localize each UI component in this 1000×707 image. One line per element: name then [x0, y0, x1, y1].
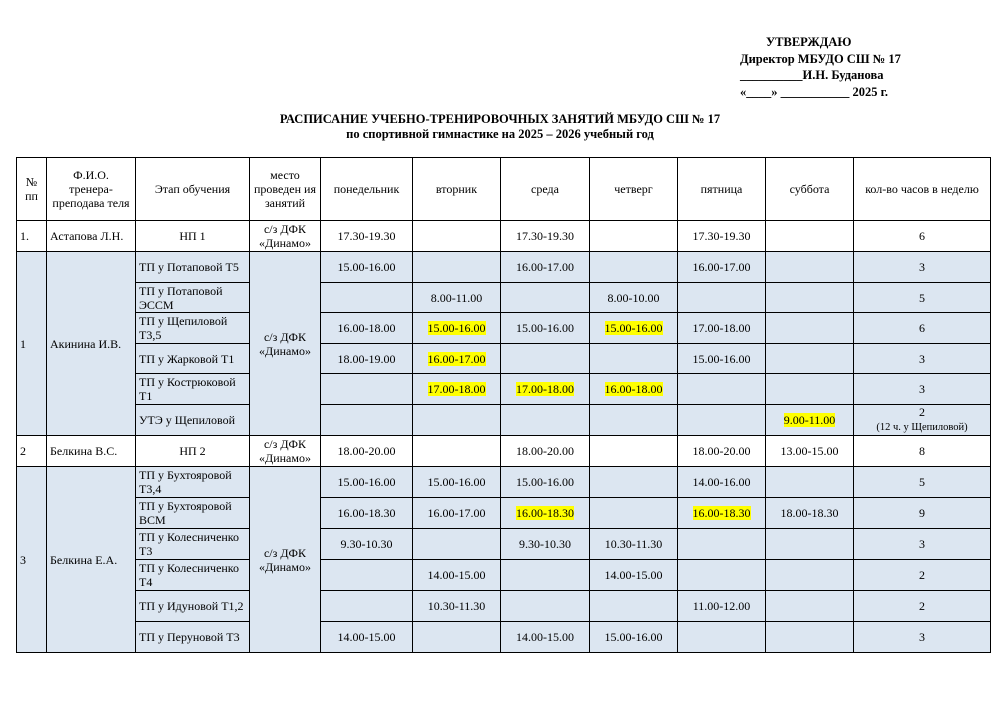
schedule-cell-wed	[501, 436, 590, 467]
schedule-cell-sat	[766, 283, 854, 313]
time-slot: 16.00-18.00	[604, 382, 663, 396]
schedule-cell-sat	[766, 467, 854, 498]
schedule-cell-mon	[321, 344, 413, 374]
time-slot: 16.00-18.30	[337, 506, 396, 520]
weekly-hours	[854, 283, 991, 313]
schedule-cell-fri	[678, 560, 766, 591]
header-place: место проведен ия занятий	[250, 158, 321, 221]
time-slot: 15.00-16.00	[337, 475, 396, 489]
schedule-cell-wed	[501, 560, 590, 591]
training-stage-text: ТП у Колесниченко Т4	[139, 561, 240, 589]
schedule-cell-tue	[413, 529, 501, 560]
schedule-cell-tue	[413, 374, 501, 405]
row-num-text: 1	[20, 336, 26, 351]
schedule-cell-tue	[413, 560, 501, 591]
time-slot: 9.00-11.00	[783, 413, 836, 427]
time-slot: 14.00-15.00	[427, 568, 486, 582]
schedule-cell-tue	[413, 252, 501, 283]
time-slot: 15.00-16.00	[516, 321, 574, 335]
schedule-cell-sat	[766, 405, 854, 436]
schedule-cell-mon	[321, 374, 413, 405]
weekly-hours	[854, 436, 991, 467]
training-stage-text: ТП у Кострюковой Т1	[139, 375, 236, 403]
training-stage	[136, 622, 250, 653]
schedule-cell-thu	[590, 529, 678, 560]
time-slot: 14.00-15.00	[604, 568, 663, 582]
schedule-cell-fri	[678, 405, 766, 436]
schedule-cell-thu	[590, 405, 678, 436]
schedule-cell-tue	[413, 436, 501, 467]
weekly-hours-text: 3	[919, 382, 925, 396]
weekly-hours	[854, 405, 991, 436]
schedule-cell-fri	[678, 313, 766, 344]
header-num: № пп	[17, 158, 47, 221]
schedule-cell-wed	[501, 498, 590, 529]
training-stage	[136, 374, 250, 405]
schedule-cell-mon	[321, 436, 413, 467]
training-stage-text: ТП у Бухтояровой Т3,4	[139, 468, 232, 496]
table-row	[17, 374, 991, 405]
training-stage-text: НП 1	[179, 229, 206, 243]
approval-signature: __________И.Н. Буданова	[740, 68, 884, 82]
time-slot: 18.00-20.00	[516, 444, 574, 458]
training-stage-text: ТП у Потаповой Т5	[139, 260, 239, 274]
coach-name-text: Белкина В.С.	[50, 444, 118, 458]
schedule-cell-mon	[321, 622, 413, 653]
time-slot: 17.30-19.30	[516, 229, 574, 243]
schedule-cell-sat	[766, 560, 854, 591]
table-row	[17, 344, 991, 374]
row-num-text: 3	[20, 552, 26, 567]
time-slot: 18.00-20.00	[337, 444, 396, 458]
training-stage	[136, 529, 250, 560]
time-slot: 16.00-17.00	[427, 506, 486, 520]
table-row	[17, 252, 991, 283]
schedule-cell-mon	[321, 498, 413, 529]
weekly-hours-text: 3	[919, 351, 925, 366]
schedule-cell-thu	[590, 436, 678, 467]
training-stage	[136, 344, 250, 374]
time-slot: 15.00-16.00	[604, 630, 663, 644]
schedule-cell-thu	[590, 591, 678, 622]
training-stage	[136, 221, 250, 252]
schedule-cell-sat	[766, 374, 854, 405]
header-tue: вторник	[413, 158, 501, 221]
time-slot: 16.00-17.00	[427, 351, 486, 366]
approval-date: «____» ___________ 2025 г.	[740, 84, 889, 99]
time-slot: 16.00-17.00	[692, 260, 751, 274]
time-slot: 11.00-12.00	[692, 599, 751, 613]
header-mon: понедельник	[321, 158, 413, 221]
coach-name-text: Астапова Л.Н.	[50, 229, 124, 243]
coach-name	[47, 221, 136, 252]
schedule-cell-fri	[678, 498, 766, 529]
schedule-cell-wed	[501, 529, 590, 560]
schedule-cell-thu	[590, 221, 678, 252]
table-row	[17, 529, 991, 560]
training-place	[250, 221, 321, 252]
weekly-hours	[854, 252, 991, 283]
schedule-cell-mon	[321, 405, 413, 436]
time-slot: 14.00-15.00	[337, 630, 396, 644]
schedule-cell-mon	[321, 467, 413, 498]
schedule-cell-wed	[501, 252, 590, 283]
row-num	[17, 467, 47, 653]
training-stage-text: УТЭ у Щепиловой	[139, 413, 236, 427]
schedule-cell-sat	[766, 221, 854, 252]
time-slot: 16.00-17.00	[516, 260, 574, 274]
schedule-cell-thu	[590, 467, 678, 498]
training-place	[250, 467, 321, 653]
time-slot: 18.00-19.00	[337, 351, 396, 366]
training-stage-text: НП 2	[179, 444, 206, 458]
schedule-cell-fri	[678, 467, 766, 498]
weekly-hours	[854, 221, 991, 252]
time-slot: 15.00-16.00	[337, 260, 396, 274]
coach-name	[47, 436, 136, 467]
training-stage	[136, 591, 250, 622]
schedule-body	[17, 221, 991, 653]
schedule-cell-fri	[678, 436, 766, 467]
schedule-cell-sat	[766, 591, 854, 622]
schedule-cell-sat	[766, 498, 854, 529]
training-place-text: с/з ДФК «Динамо»	[259, 329, 311, 358]
training-stage	[136, 313, 250, 344]
time-slot: 16.00-18.30	[692, 506, 751, 520]
schedule-cell-thu	[590, 498, 678, 529]
schedule-cell-wed	[501, 405, 590, 436]
schedule-cell-tue	[413, 622, 501, 653]
schedule-cell-thu	[590, 374, 678, 405]
training-stage	[136, 560, 250, 591]
weekly-hours	[854, 313, 991, 344]
table-row	[17, 405, 991, 436]
schedule-cell-tue	[413, 498, 501, 529]
schedule-cell-wed	[501, 344, 590, 374]
table-row	[17, 560, 991, 591]
training-stage	[136, 498, 250, 529]
header-fri: пятница	[678, 158, 766, 221]
table-row	[17, 313, 991, 344]
schedule-cell-tue	[413, 313, 501, 344]
schedule-cell-wed	[501, 622, 590, 653]
training-stage-text: ТП у Жарковой Т1	[139, 351, 235, 366]
time-slot: 15.00-16.00	[427, 475, 486, 489]
weekly-hours-text: 3	[919, 260, 925, 274]
header-hours: кол-во часов в неделю	[854, 158, 991, 221]
schedule-cell-mon	[321, 313, 413, 344]
weekly-hours	[854, 374, 991, 405]
training-stage	[136, 436, 250, 467]
schedule-cell-mon	[321, 560, 413, 591]
table-row	[17, 221, 991, 252]
schedule-cell-wed	[501, 467, 590, 498]
schedule-cell-sat	[766, 529, 854, 560]
training-stage	[136, 467, 250, 498]
training-place	[250, 436, 321, 467]
schedule-cell-sat	[766, 313, 854, 344]
time-slot: 16.00-18.00	[337, 321, 396, 335]
time-slot: 16.00-18.30	[516, 506, 574, 520]
schedule-cell-fri	[678, 622, 766, 653]
time-slot: 10.30-11.30	[604, 537, 663, 551]
time-slot: 15.00-16.00	[427, 321, 486, 335]
training-place-text: с/з ДФК «Динамо»	[259, 437, 311, 465]
row-num-text: 1.	[20, 229, 29, 243]
schedule-cell-tue	[413, 344, 501, 374]
schedule-cell-tue	[413, 221, 501, 252]
schedule-table	[16, 157, 991, 653]
training-place-text: с/з ДФК «Динамо»	[259, 222, 311, 250]
document-title	[0, 112, 1000, 142]
schedule-cell-sat	[766, 436, 854, 467]
time-slot: 17.00-18.00	[516, 382, 574, 396]
weekly-hours-text: 2	[919, 405, 925, 419]
schedule-cell-thu	[590, 313, 678, 344]
time-slot: 14.00-15.00	[516, 630, 574, 644]
time-slot: 10.30-11.30	[427, 599, 486, 613]
time-slot: 15.00-16.00	[692, 351, 751, 366]
schedule-cell-mon	[321, 252, 413, 283]
table-row	[17, 591, 991, 622]
header-coach: Ф.И.О. тренера-преподава теля	[47, 158, 136, 221]
weekly-hours-text: 3	[919, 537, 925, 551]
weekly-hours-text: 2	[919, 599, 925, 613]
time-slot: 8.00-10.00	[607, 290, 660, 305]
weekly-hours-text: 6	[919, 321, 925, 335]
coach-name-text: Белкина Е.А.	[50, 552, 118, 567]
weekly-hours	[854, 560, 991, 591]
schedule-cell-thu	[590, 622, 678, 653]
training-stage-text: ТП у Щепиловой Т3,5	[139, 314, 228, 342]
schedule-cell-sat	[766, 252, 854, 283]
weekly-hours-text: 9	[919, 506, 925, 520]
table-row	[17, 622, 991, 653]
table-row	[17, 283, 991, 313]
row-num	[17, 436, 47, 467]
header-sat: суббота	[766, 158, 854, 221]
approval-block	[740, 34, 990, 100]
weekly-hours	[854, 467, 991, 498]
training-stage	[136, 283, 250, 313]
schedule-cell-tue	[413, 283, 501, 313]
coach-name-text: Акинина И.В.	[50, 336, 122, 351]
approval-director: Директор МБУДО СШ № 17	[740, 51, 901, 66]
schedule-cell-fri	[678, 344, 766, 374]
weekly-hours-text: 6	[919, 229, 925, 243]
training-stage-text: ТП у Перуновой Т3	[139, 630, 240, 644]
training-stage-text: ТП у Колесниченко Т3	[139, 530, 240, 558]
schedule-cell-wed	[501, 374, 590, 405]
title-main: РАСПИСАНИЕ УЧЕБНО-ТРЕНИРОВОЧНЫХ ЗАНЯТИЙ МБУДО СШ № 17	[279, 112, 721, 126]
training-place	[250, 252, 321, 436]
row-num-text: 2	[20, 444, 26, 458]
header-wed: среда	[501, 158, 590, 221]
time-slot: 13.00-15.00	[780, 444, 839, 458]
weekly-hours	[854, 591, 991, 622]
time-slot: 17.00-18.00	[427, 382, 486, 396]
weekly-hours	[854, 344, 991, 374]
weekly-hours	[854, 529, 991, 560]
coach-name	[47, 467, 136, 653]
weekly-hours-text: 5	[919, 290, 925, 305]
weekly-hours-text: 2	[919, 568, 925, 582]
schedule-cell-mon	[321, 529, 413, 560]
time-slot: 15.00-16.00	[604, 321, 663, 335]
coach-name	[47, 252, 136, 436]
time-slot: 17.00-18.00	[692, 321, 751, 335]
schedule-cell-fri	[678, 221, 766, 252]
schedule-cell-wed	[501, 313, 590, 344]
schedule-cell-thu	[590, 252, 678, 283]
training-stage	[136, 252, 250, 283]
training-place-text: с/з ДФК «Динамо»	[259, 545, 311, 574]
weekly-hours	[854, 498, 991, 529]
schedule-cell-fri	[678, 283, 766, 313]
schedule-cell-mon	[321, 591, 413, 622]
schedule-cell-fri	[678, 591, 766, 622]
time-slot: 18.00-18.30	[780, 506, 839, 520]
row-num	[17, 221, 47, 252]
schedule-cell-sat	[766, 344, 854, 374]
schedule-cell-mon	[321, 283, 413, 313]
training-stage-text: ТП у Бухтояровой ВСМ	[139, 499, 232, 527]
time-slot: 9.30-10.30	[340, 537, 393, 551]
training-stage-text: ТП у Идуновой Т1,2	[139, 599, 244, 613]
schedule-cell-wed	[501, 591, 590, 622]
schedule-cell-mon	[321, 221, 413, 252]
time-slot: 14.00-16.00	[692, 475, 751, 489]
schedule-cell-tue	[413, 467, 501, 498]
schedule-cell-thu	[590, 344, 678, 374]
schedule-cell-fri	[678, 252, 766, 283]
time-slot: 9.30-10.30	[519, 537, 571, 551]
time-slot: 15.00-16.00	[516, 475, 574, 489]
hours-note: (12 ч. у Щепиловой)	[876, 422, 968, 433]
table-row	[17, 498, 991, 529]
schedule-cell-tue	[413, 591, 501, 622]
time-slot: 17.30-19.30	[692, 229, 751, 243]
table-row	[17, 436, 991, 467]
training-stage	[136, 405, 250, 436]
approval-heading: УТВЕРЖДАЮ	[766, 35, 852, 49]
time-slot: 8.00-11.00	[430, 290, 483, 305]
schedule-cell-sat	[766, 622, 854, 653]
header-row	[17, 158, 991, 221]
schedule-cell-thu	[590, 560, 678, 591]
title-sub: по спортивной гимнастике на 2025 – 2026 учебный год	[346, 127, 654, 141]
table-row	[17, 467, 991, 498]
schedule-cell-thu	[590, 283, 678, 313]
schedule-cell-fri	[678, 529, 766, 560]
weekly-hours	[854, 622, 991, 653]
schedule-cell-tue	[413, 405, 501, 436]
weekly-hours-text: 3	[919, 630, 925, 644]
schedule-cell-wed	[501, 283, 590, 313]
weekly-hours-text: 8	[919, 444, 925, 458]
schedule-cell-wed	[501, 221, 590, 252]
row-num	[17, 252, 47, 436]
time-slot: 17.30-19.30	[337, 229, 396, 243]
schedule-cell-fri	[678, 374, 766, 405]
training-stage-text: ТП у Потаповой ЭССМ	[139, 283, 223, 312]
header-stage: Этап обучения	[136, 158, 250, 221]
header-thu: четверг	[590, 158, 678, 221]
weekly-hours-text: 5	[919, 475, 925, 489]
time-slot: 18.00-20.00	[692, 444, 751, 458]
